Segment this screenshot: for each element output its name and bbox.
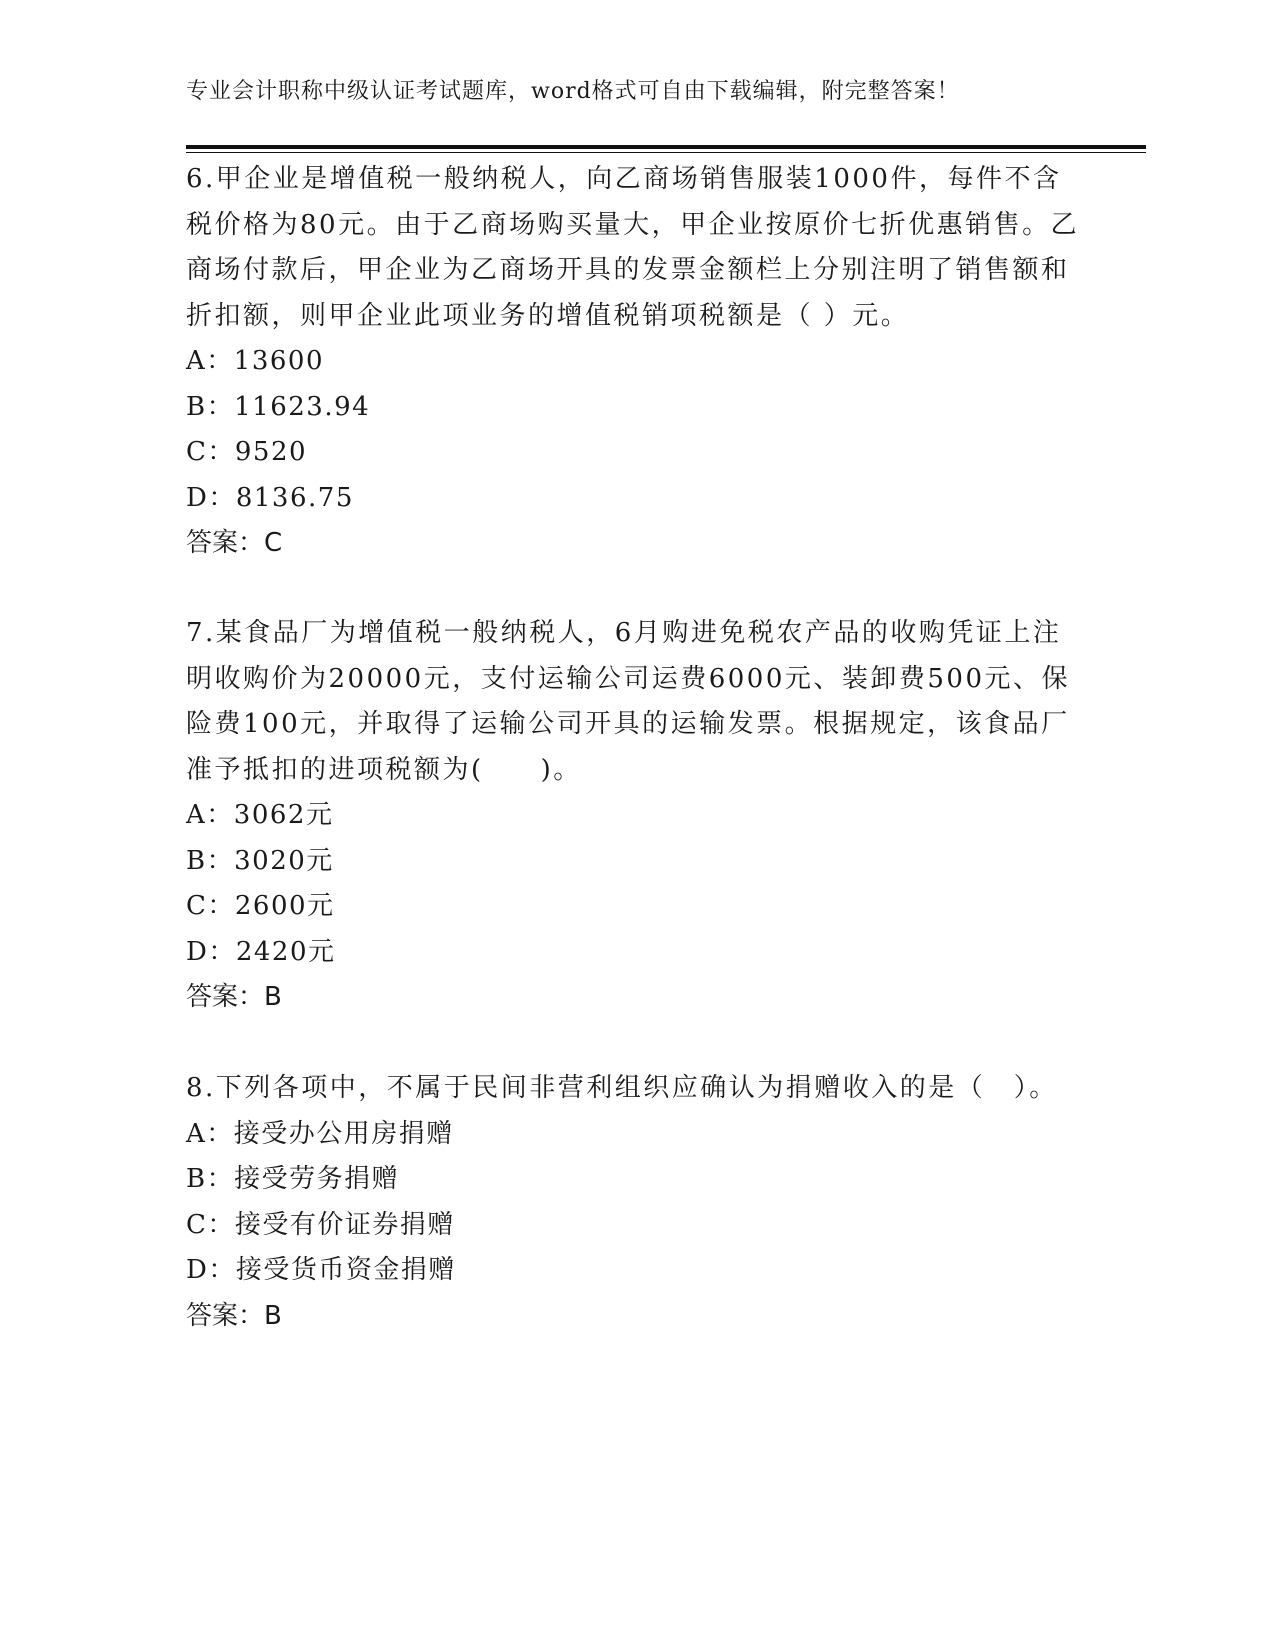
option-c: C：接受有价证券捐赠	[186, 1209, 455, 1240]
answer: 答案：C	[186, 528, 283, 558]
answer: 答案：B	[186, 982, 282, 1012]
question-text: 6.甲企业是增值税一般纳税人，向乙商场销售服装1000件，每件不含税价格为80元。由于乙商场购买量大，甲企业按原价七折优惠销售。乙商场付款后，甲企业为乙商场开具的发票金额栏上分别注明了销售额和折扣额，则甲企业此项业务的增值税销项税额是（ ）元。	[186, 164, 1080, 331]
question-8	[186, 1066, 1086, 1339]
option-b: B：接受劳务捐赠	[186, 1164, 400, 1194]
option-d: D：接受货币资金捐赠	[186, 1255, 456, 1285]
question-6	[186, 157, 1086, 567]
header-rule-thin	[186, 152, 1146, 153]
option-a: A：13600	[186, 346, 324, 376]
page-header: 专业会计职称中级认证考试题库，word格式可自由下载编辑，附完整答案！	[186, 79, 960, 104]
option-b: B：3020元	[186, 845, 334, 876]
option-d: D：2420元	[186, 936, 336, 967]
question-text: 7.某食品厂为增值税一般纳税人，6月购进免税农产品的收购凭证上注明收购价为20000元，支付运输公司运费6000元、装卸费500元、保险费100元，并取得了运输公司开具的运输发票。根据规定，该食品厂准予抵扣的进项税额为( )。	[186, 618, 1071, 785]
answer: 答案：B	[186, 1300, 282, 1331]
header-rule-thick	[186, 145, 1146, 149]
question-7	[186, 611, 1086, 1021]
option-a: A：接受办公用房捐赠	[186, 1118, 454, 1149]
option-a: A：3062元	[186, 800, 334, 830]
question-text: 8.下列各项中，不属于民间非营利组织应确认为捐赠收入的是（ ）。	[186, 1073, 1058, 1103]
option-b: B：11623.94	[186, 391, 371, 422]
option-c: C：2600元	[186, 891, 335, 921]
option-c: C：9520	[186, 437, 308, 467]
option-d: D：8136.75	[186, 482, 354, 513]
